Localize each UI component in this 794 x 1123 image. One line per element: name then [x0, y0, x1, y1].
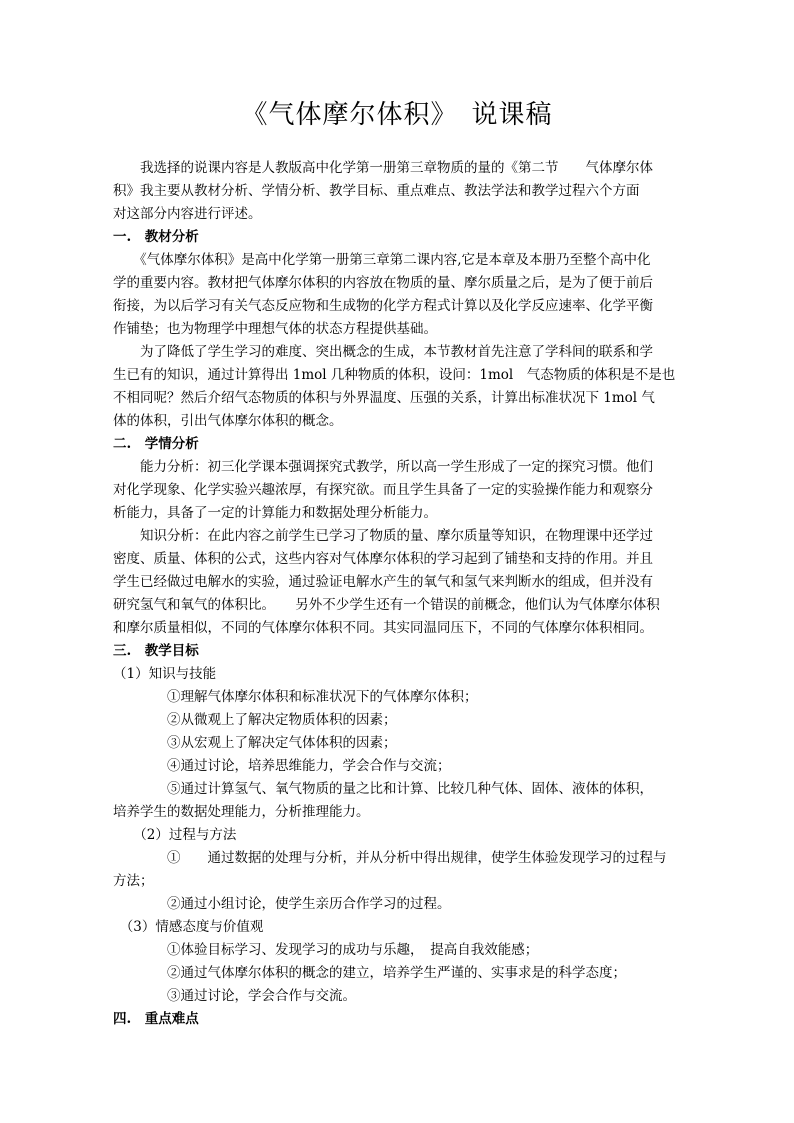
paragraph-line: 析能力，具备了一定的计算能力和数据处理分析能力。 [113, 505, 437, 521]
paragraph-line: 我选择的说课内容是人教版高中化学第一册第三章物质的量的《第二节 气体摩尔体 [113, 160, 653, 176]
list-item: ①理解气体摩尔体积和标准状况下的气体摩尔体积； [113, 689, 478, 705]
list-item: ①体验目标学习、发现学习的成功与乐趣， 提高自我效能感； [113, 942, 539, 958]
paragraph-line: 方法； [113, 873, 154, 889]
paragraph-line: 生已有的知识，通过计算得出 1mol 几种物质的体积，设问：1mol 气态物质的体积是不是也 [113, 367, 676, 383]
section-heading-2: 二. 学情分析 [113, 436, 199, 452]
paragraph-line: 对化学现象、化学实验兴趣浓厚，有探究欲。而且学生具备了一定的实验操作能力和观察分 [113, 482, 653, 498]
subheading-knowledge-skills: （1）知识与技能 [113, 666, 217, 682]
paragraph-line: 作铺垫；也为物理学中理想气体的状态方程提供基础。 [113, 321, 437, 337]
paragraph-line: 知识分析：在此内容之前学生已学习了物质的量、摩尔质量等知识，在物理课中还学过 [113, 528, 653, 544]
list-item: ④通过讨论，培养思维能力，学会合作与交流； [113, 758, 451, 774]
section-heading-4: 四. 重点难点 [113, 1011, 199, 1027]
list-item: ① 通过数据的处理与分析，并从分析中得出规律，使学生体验发现学习的过程与 [113, 850, 667, 866]
subheading-process-method: （2）过程与方法 [113, 827, 237, 843]
list-item: ⑤通过计算氢气、氧气物质的量之比和计算、比较几种气体、固体、液体的体积， [113, 781, 653, 797]
paragraph-line: 积》我主要从教材分析、学情分析、教学目标、重点难点、教法学法和教学过程六个方面 [113, 183, 640, 199]
paragraph-line: 研究氢气和氧气的体积比。 另外不少学生还有一个错误的前概念，他们认为气体摩尔体积 [113, 597, 660, 613]
list-item: ③通过讨论，学会合作与交流。 [113, 988, 356, 1004]
paragraph-line: 学生已经做过电解水的实验，通过验证电解水产生的氧气和氢气来判断水的组成，但并没有 [113, 574, 653, 590]
list-item: ②通过气体摩尔体积的概念的建立，培养学生严谨的、实事求是的科学态度； [113, 965, 626, 981]
paragraph-line: 和摩尔质量相似，不同的气体摩尔体积不同。其实同温同压下，不同的气体摩尔体积相同。 [113, 620, 653, 636]
paragraph-line: 衔接，为以后学习有关气态反应物和生成物的化学方程式计算以及化学反应速率、化学平衡 [113, 298, 653, 314]
paragraph-line: 对这部分内容进行评述。 [113, 206, 262, 222]
paragraph-line: 密度、质量、体积的公式，这些内容对气体摩尔体积的学习起到了铺垫和支持的作用。并且 [113, 551, 653, 567]
paragraph-line: 不相同呢？然后介绍气态物质的体积与外界温度、压强的关系，计算出标准状况下 1mol 气 [113, 390, 655, 406]
list-item: ②通过小组讨论，使学生亲历合作学习的过程。 [113, 896, 451, 912]
list-item: ②从微观上了解决定物质体积的因素； [113, 712, 397, 728]
page-title: 《气体摩尔体积》 说课稿 [241, 100, 553, 130]
paragraph-line: 《气体摩尔体积》是高中化学第一册第三章第二课内容,它是本章及本册乃至整个高中化 [113, 252, 651, 268]
paragraph-line: 为了降低了学生学习的难度、突出概念的生成，本节教材首先注意了学科间的联系和学 [113, 344, 653, 360]
paragraph-line: 培养学生的数据处理能力，分析推理能力。 [113, 804, 370, 820]
paragraph-line: 能力分析：初三化学课本强调探究式教学，所以高一学生形成了一定的探究习惯。他们 [113, 459, 653, 475]
section-heading-3: 三. 教学目标 [113, 643, 199, 659]
subheading-emotion-values: （3）情感态度与价值观 [113, 919, 264, 935]
paragraph-line: 学的重要内容。教材把气体摩尔体积的内容放在物质的量、摩尔质量之后，是为了便于前后 [113, 275, 653, 291]
section-heading-1: 一. 教材分析 [113, 229, 199, 245]
list-item: ③从宏观上了解决定气体体积的因素； [113, 735, 397, 751]
paragraph-line: 体的体积，引出气体摩尔体积的概念。 [113, 413, 343, 429]
